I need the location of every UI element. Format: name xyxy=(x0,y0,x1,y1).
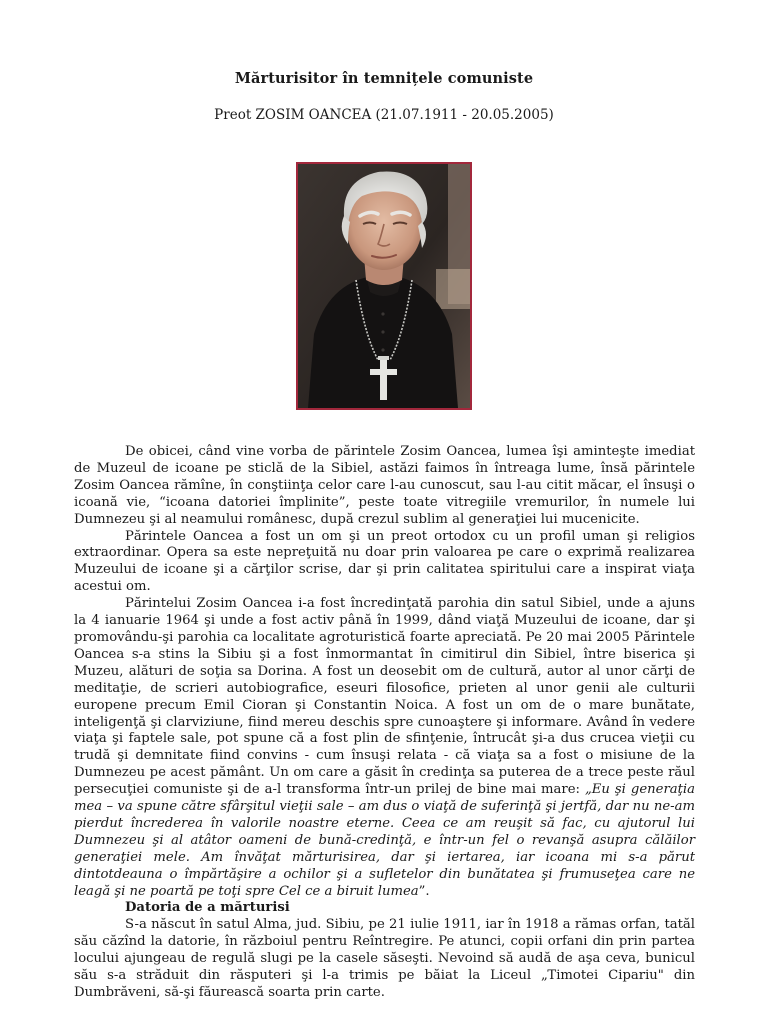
paragraph-2: Părintele Oancea a fost un om şi un preot ortodox cu un profil uman şi religios extraordinar. Opera sa este nepreţuită nu doar prin valoarea pe care o exprimă realizarea Muzeului de icoane şi a cărţilor scrise, dar şi prin calitatea spiritului care a inspirat viaţa acestui om. xyxy=(74,528,695,595)
paragraph-3-tail: ”. xyxy=(418,883,430,899)
portrait-photo xyxy=(296,162,472,410)
paragraph-4: S-a născut în satul Alma, jud. Sibiu, pe 21 iulie 1911, iar în 1918 a rămas orfan, tatăl său căzînd la datorie, în războiul pentru Reîntregire. Pe atunci, copii orfani din prin partea locului ajungeau de regulă slugi pe la casele săseşti. Nevoind să audă de aşa ceva, bunicul său s-a străduit din răsputeri şi l-a trimis pe băiat la Liceul „Timotei Cipariu" din Dumbrăveni, să-şi făurească soarta prin carte. xyxy=(74,917,695,1000)
section-heading: Datoria de a mărturisi xyxy=(125,900,290,916)
portrait-photo-icon xyxy=(298,164,470,408)
paragraph-3 xyxy=(74,596,695,900)
article-body xyxy=(74,444,695,1002)
paragraph-1: De obicei, când vine vorba de părintele Zosim Oancea, lumea îşi aminteşte imediat de Muzeul de icoane pe sticlă de la Sibiel, astăzi faimos în întreaga lume, însă părintele Zosim Oancea rămîne, în conştiinţa celor care l-au cunoscut, sau l-au citit măcar, el însuşi o icoană vie, “icoana datoriei împlinite”, peste toate vitregiile vremurilor, în numele lui Dumnezeu şi al neamului românesc, după crezul sublim al generaţiei lui mucenicite. xyxy=(74,444,695,527)
document-subtitle: Preot ZOSIM OANCEA (21.07.1911 - 20.05.2005) xyxy=(214,107,554,123)
paragraph-3-text: Părintelui Zosim Oancea i-a fost încredinţată parohia din satul Sibiel, unde a ajuns la 4 ianuarie 1964 şi unde a fost activ până în 1999, dând viaţă Muzeului de icoane, dar şi promovându-şi parohia ca localitate agroturistică foarte apreciată. Pe 20 mai 2005 Părintele Oancea s-a stins la Sibiu şi a fost înmormantat în cimitirul din Sibiel, între biserica şi Muzeu, alături de soţia sa Dorina. A fost un deosebit om de cultură, autor al unor cărţi de meditaţie, de scrieri autobiografice, eseuri filosofice, prieten al unor genii ale culturii europene precum Emil Cioran şi Constantin Noica. A fost un om de o mare bunătate, inteligenţă şi clarviziune, fiind mereu deschis spre cunoaştere şi informare. Având în vedere viaţa şi faptele sale, pot spune că a fost plin de sfinţenie, întrucât şi-a dus crucea vieţii cu trudă şi demnitate fiind convins - cum însuşi relata - că viaţa sa a fost o misiune de la Dumnezeu pe acest pământ. Un om care a găsit în credinţa sa puterea de a trece peste răul persecuţiei comuniste şi de a-l transforma într-un prilej de bine mai mare: xyxy=(74,596,695,798)
document-title: Mărturisitor în temnițele comuniste xyxy=(234,70,534,87)
paragraph-3-quote: „Eu şi generaţia mea – va spune către sfârşitul vieţii sale – am dus o viaţă de suferinţă şi jertfă, dar nu ne-am pierdut încrederea în valorile noastre eterne. Ceea ce am reuşit să fac, cu ajutorul lui Dumnezeu şi al atâtor oameni de bună-credinţă, e într-un fel o revanşă asupra călăilor generaţiei mele. Am învăţat mărturisirea, dar şi iertarea, iar icoana mi s-a părut dintotdeauna o împărtăşire a ochilor şi a sufletelor din bunătatea şi frumuseţea care ne leagă şi ne poartă pe toţi spre Cel ce a biruit lumea xyxy=(74,782,695,899)
